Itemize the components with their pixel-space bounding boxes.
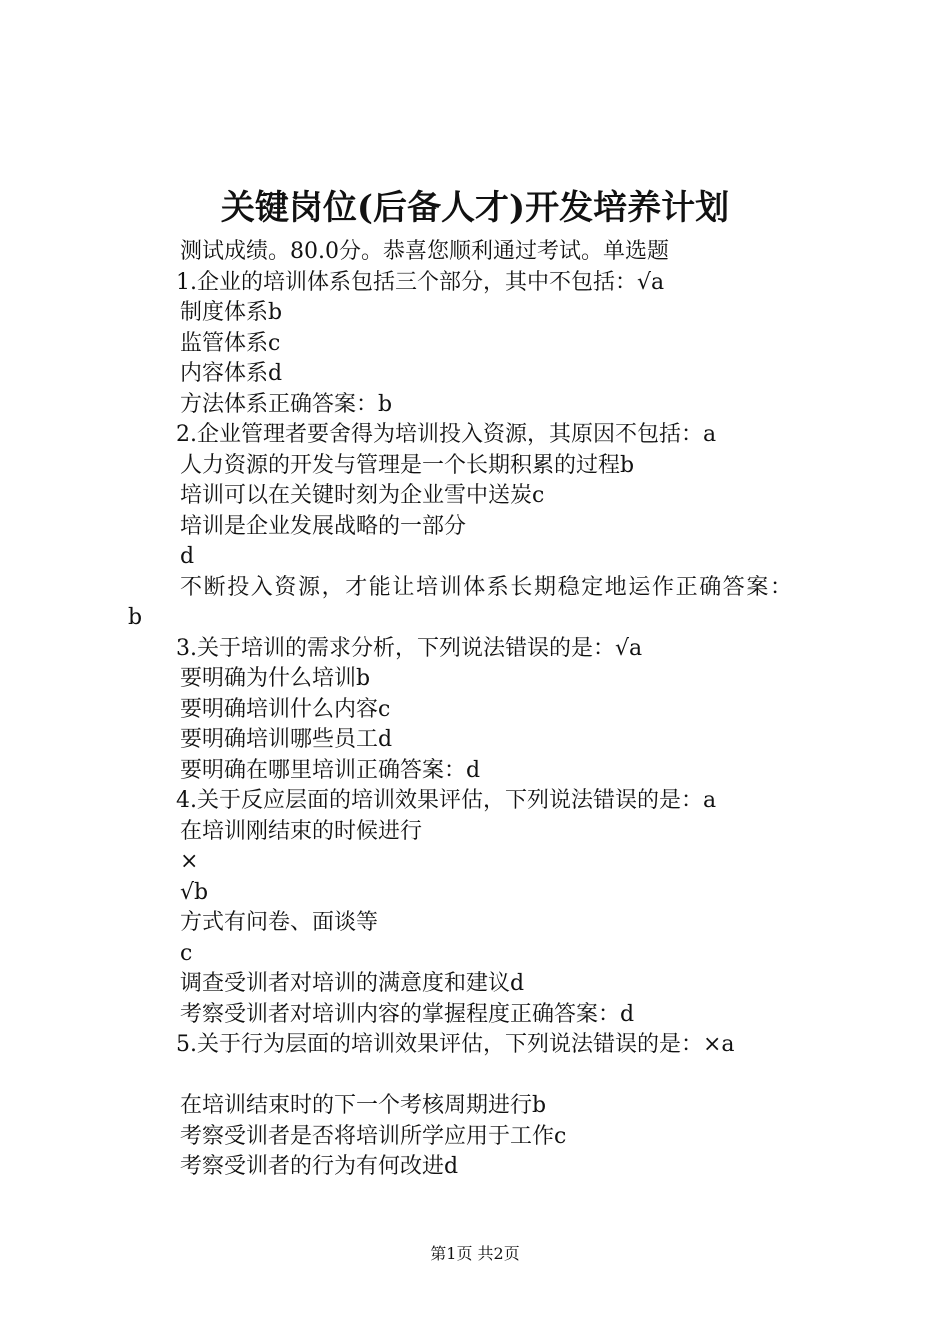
- cross-mark: ×: [180, 849, 199, 874]
- option-line: 培训是企业发展战略的一部分: [180, 513, 467, 539]
- option-line: 培训可以在关键时刻为企业雪中送炭c: [180, 483, 545, 508]
- question-3: 3.关于培训的需求分析，下列说法错误的是：√a: [176, 635, 643, 661]
- option-line: 在培训结束时的下一个考核周期进行b: [180, 1093, 547, 1118]
- option-line: 调查受训者对培训的满意度和建议d: [180, 971, 525, 996]
- option-line: 考察受训者是否将培训所学应用于工作c: [180, 1123, 567, 1149]
- question-1: 1.企业的培训体系包括三个部分，其中不包括：√a: [176, 269, 665, 295]
- option-line: 监管体系c: [180, 330, 281, 356]
- score-line: 测试成绩。80.0分。恭喜您顺利通过考试。单选题: [180, 239, 669, 264]
- question-2: 2.企业管理者要舍得为培训投入资源，其原因不包括：a: [176, 422, 717, 447]
- question-4: 4.关于反应层面的培训效果评估，下列说法错误的是：a: [176, 788, 717, 813]
- option-letter: d: [180, 544, 195, 569]
- option-line: 在培训刚结束的时候进行: [180, 818, 423, 844]
- answer-line: 不断投入资源，才能让培训体系长期稳定地运作正确答案：: [180, 574, 794, 600]
- option-line: 考察受训者的行为有何改进d: [180, 1154, 459, 1179]
- question-5: 5.关于行为层面的培训效果评估，下列说法错误的是：×a: [176, 1032, 735, 1057]
- option-line: 方式有问卷、面谈等: [180, 910, 379, 935]
- option-line: 要明确为什么培训b: [180, 666, 371, 691]
- option-line: 内容体系d: [180, 361, 283, 386]
- blank-line: [0, 1061, 950, 1092]
- check-mark-line: √b: [180, 879, 209, 905]
- page-footer: 第1页 共2页: [430, 1244, 520, 1263]
- answer-line: 要明确在哪里培训正确答案：d: [180, 757, 481, 783]
- answer-line: 考察受训者对培训内容的掌握程度正确答案：d: [180, 1001, 635, 1027]
- answer-letter: b: [128, 605, 143, 630]
- option-line: 要明确培训哪些员工d: [180, 727, 393, 752]
- option-letter: c: [180, 940, 193, 966]
- document-body: [0, 237, 950, 1183]
- option-line: 制度体系b: [180, 300, 283, 325]
- answer-line: 方法体系正确答案：b: [180, 391, 393, 417]
- option-line: 要明确培训什么内容c: [180, 696, 391, 722]
- option-line: 人力资源的开发与管理是一个长期积累的过程b: [180, 452, 635, 478]
- document-title: 关键岗位(后备人才)开发培养计划: [220, 188, 730, 228]
